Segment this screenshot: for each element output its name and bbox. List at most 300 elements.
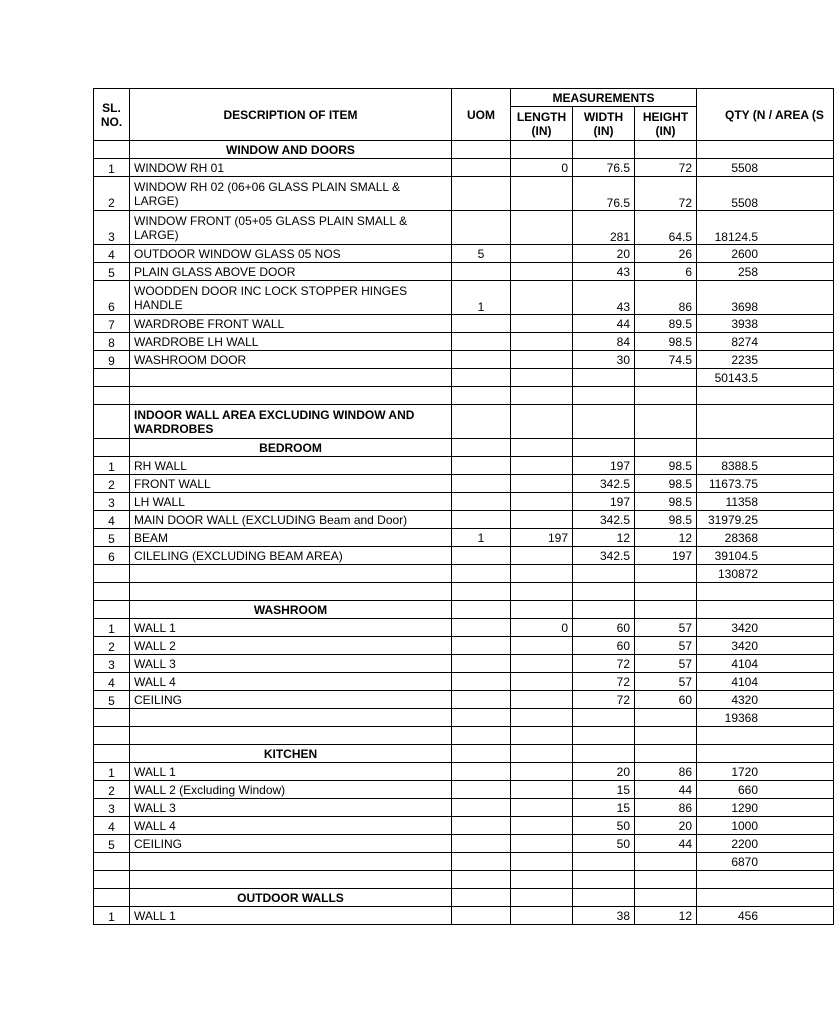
table-row: [94, 691, 834, 709]
description-cell: WALL 1: [130, 763, 452, 781]
blank-cell: [452, 405, 511, 439]
uom-cell: [452, 619, 511, 637]
width-cell: 20: [573, 245, 635, 263]
blank-cell: [94, 871, 130, 889]
section-title-row: [94, 745, 834, 763]
uom-cell: [452, 493, 511, 511]
blank-cell: [697, 439, 834, 457]
height-cell: 98.5: [635, 333, 697, 351]
description-cell: PLAIN GLASS ABOVE DOOR: [130, 263, 452, 281]
width-cell: 50: [573, 835, 635, 853]
blank-cell: [635, 405, 697, 439]
blank-cell: [130, 709, 452, 727]
uom-cell: [452, 177, 511, 211]
sl-no-cell: 3: [94, 799, 130, 817]
blank-cell: [511, 387, 573, 405]
height-cell: 26: [635, 245, 697, 263]
qty-cell: 8388.5: [697, 457, 834, 475]
uom-cell: [452, 835, 511, 853]
height-cell: 60: [635, 691, 697, 709]
blank-cell: [452, 387, 511, 405]
width-cell: 76.5: [573, 159, 635, 177]
blank-cell: [452, 439, 511, 457]
table-row: [94, 673, 834, 691]
blank-cell: [697, 387, 834, 405]
blank-cell: [452, 369, 511, 387]
length-cell: 0: [511, 619, 573, 637]
uom-cell: [452, 263, 511, 281]
description-cell: WALL 4: [130, 673, 452, 691]
table-row: [94, 475, 834, 493]
table-row: [94, 637, 834, 655]
height-cell: 44: [635, 835, 697, 853]
blank-cell: [130, 727, 452, 745]
blank-cell: [573, 871, 635, 889]
length-cell: [511, 177, 573, 211]
sl-no-cell: 1: [94, 159, 130, 177]
blank-cell: [573, 709, 635, 727]
table-row: [94, 493, 834, 511]
qty-cell: 660: [697, 781, 834, 799]
uom-cell: [452, 547, 511, 565]
uom-cell: 5: [452, 245, 511, 263]
blank-cell: [635, 709, 697, 727]
sl-no-cell: 2: [94, 781, 130, 799]
qty-cell: 3938: [697, 315, 834, 333]
blank-row: [94, 871, 834, 889]
table-row: [94, 159, 834, 177]
blank-cell: [130, 565, 452, 583]
length-cell: [511, 315, 573, 333]
header-uom: UOM: [452, 89, 511, 141]
sl-no-cell: 5: [94, 529, 130, 547]
blank-cell: [452, 745, 511, 763]
sl-no-cell: 2: [94, 637, 130, 655]
blank-cell: [635, 565, 697, 583]
width-cell: 15: [573, 799, 635, 817]
uom-cell: [452, 315, 511, 333]
blank-cell: [452, 709, 511, 727]
description-cell: LH WALL: [130, 493, 452, 511]
blank-cell: [511, 853, 573, 871]
qty-cell: 4104: [697, 673, 834, 691]
blank-cell: [573, 727, 635, 745]
blank-cell: [452, 727, 511, 745]
blank-cell: [511, 727, 573, 745]
width-cell: 50: [573, 817, 635, 835]
section-title-row: [94, 439, 834, 457]
blank-cell: [697, 601, 834, 619]
uom-cell: [452, 817, 511, 835]
width-cell: 12: [573, 529, 635, 547]
blank-cell: [94, 853, 130, 871]
blank-cell: [94, 565, 130, 583]
length-cell: [511, 511, 573, 529]
width-cell: 15: [573, 781, 635, 799]
length-cell: [511, 907, 573, 925]
uom-cell: [452, 799, 511, 817]
blank-cell: [130, 583, 452, 601]
description-cell: WARDROBE LH WALL: [130, 333, 452, 351]
uom-cell: [452, 907, 511, 925]
sl-no-cell: 3: [94, 655, 130, 673]
sl-no-cell: 2: [94, 177, 130, 211]
table-row: [94, 799, 834, 817]
total-row: [94, 709, 834, 727]
section-title: KITCHEN: [130, 745, 452, 763]
qty-cell: 8274: [697, 333, 834, 351]
length-cell: 197: [511, 529, 573, 547]
width-cell: 72: [573, 655, 635, 673]
total-cell: 19368: [697, 709, 834, 727]
description-cell: WINDOW RH 02 (06+06 GLASS PLAIN SMALL & LARGE): [130, 177, 452, 211]
length-cell: [511, 835, 573, 853]
blank-cell: [511, 141, 573, 159]
table-row: [94, 351, 834, 369]
total-row: [94, 853, 834, 871]
height-cell: 20: [635, 817, 697, 835]
blank-cell: [697, 727, 834, 745]
height-cell: 89.5: [635, 315, 697, 333]
blank-cell: [573, 853, 635, 871]
sl-no-cell: 4: [94, 245, 130, 263]
total-cell: 50143.5: [697, 369, 834, 387]
blank-cell: [511, 583, 573, 601]
sl-no-cell: 5: [94, 835, 130, 853]
table-row: [94, 763, 834, 781]
blank-row: [94, 387, 834, 405]
total-row: [94, 565, 834, 583]
description-cell: FRONT WALL: [130, 475, 452, 493]
blank-cell: [94, 727, 130, 745]
qty-cell: 11358: [697, 493, 834, 511]
table-row: [94, 281, 834, 315]
section-title-row: [94, 601, 834, 619]
length-cell: [511, 263, 573, 281]
description-cell: MAIN DOOR WALL (EXCLUDING Beam and Door): [130, 511, 452, 529]
length-cell: [511, 245, 573, 263]
blank-row: [94, 583, 834, 601]
qty-cell: 1290: [697, 799, 834, 817]
uom-cell: [452, 691, 511, 709]
blank-cell: [94, 369, 130, 387]
table-row: [94, 263, 834, 281]
table-row: [94, 245, 834, 263]
total-cell: 130872: [697, 565, 834, 583]
blank-cell: [511, 369, 573, 387]
blank-cell: [94, 439, 130, 457]
length-cell: [511, 799, 573, 817]
sl-no-cell: 2: [94, 475, 130, 493]
blank-cell: [697, 583, 834, 601]
width-cell: 43: [573, 263, 635, 281]
height-cell: 6: [635, 263, 697, 281]
sl-no-cell: 7: [94, 315, 130, 333]
blank-cell: [511, 889, 573, 907]
blank-cell: [697, 405, 834, 439]
length-cell: [511, 781, 573, 799]
qty-cell: 39104.5: [697, 547, 834, 565]
qty-cell: 5508: [697, 159, 834, 177]
uom-cell: [452, 673, 511, 691]
table-row: [94, 511, 834, 529]
sl-no-cell: 1: [94, 907, 130, 925]
uom-cell: 1: [452, 529, 511, 547]
sl-no-cell: 8: [94, 333, 130, 351]
uom-cell: [452, 333, 511, 351]
height-cell: 72: [635, 159, 697, 177]
header-height: HEIGHT (IN): [635, 107, 697, 141]
uom-cell: [452, 351, 511, 369]
height-cell: 86: [635, 763, 697, 781]
blank-cell: [130, 387, 452, 405]
blank-cell: [452, 889, 511, 907]
header-width: WIDTH (IN): [573, 107, 635, 141]
description-cell: OUTDOOR WINDOW GLASS 05 NOS: [130, 245, 452, 263]
section-title-row: [94, 141, 834, 159]
blank-cell: [573, 405, 635, 439]
blank-cell: [573, 439, 635, 457]
height-cell: 197: [635, 547, 697, 565]
blank-cell: [130, 369, 452, 387]
blank-cell: [511, 871, 573, 889]
height-cell: 98.5: [635, 511, 697, 529]
blank-cell: [452, 853, 511, 871]
section-title-row: [94, 889, 834, 907]
blank-cell: [94, 709, 130, 727]
section-title: WINDOW AND DOORS: [130, 141, 452, 159]
description-cell: WALL 2 (Excluding Window): [130, 781, 452, 799]
sl-no-cell: 6: [94, 547, 130, 565]
blank-row: [94, 727, 834, 745]
header-measurements: MEASUREMENTS: [511, 89, 697, 107]
height-cell: 86: [635, 281, 697, 315]
width-cell: 342.5: [573, 547, 635, 565]
qty-cell: 1720: [697, 763, 834, 781]
length-cell: [511, 475, 573, 493]
blank-cell: [573, 141, 635, 159]
blank-cell: [573, 601, 635, 619]
qty-cell: 456: [697, 907, 834, 925]
height-cell: 72: [635, 177, 697, 211]
estimate-table: [93, 88, 834, 925]
length-cell: [511, 333, 573, 351]
blank-cell: [573, 583, 635, 601]
description-cell: WALL 3: [130, 655, 452, 673]
qty-cell: 2600: [697, 245, 834, 263]
qty-cell: 258: [697, 263, 834, 281]
height-cell: 44: [635, 781, 697, 799]
blank-cell: [697, 141, 834, 159]
blank-cell: [452, 141, 511, 159]
section-title: INDOOR WALL AREA EXCLUDING WINDOW AND WARDROBES: [130, 405, 452, 439]
sl-no-cell: 9: [94, 351, 130, 369]
sl-no-cell: 5: [94, 263, 130, 281]
table-row: [94, 547, 834, 565]
uom-cell: [452, 637, 511, 655]
spreadsheet: [93, 88, 824, 931]
blank-cell: [94, 387, 130, 405]
uom-cell: [452, 511, 511, 529]
table-row: [94, 817, 834, 835]
table-row: [94, 457, 834, 475]
width-cell: 197: [573, 493, 635, 511]
blank-cell: [635, 601, 697, 619]
blank-cell: [635, 369, 697, 387]
blank-cell: [94, 601, 130, 619]
height-cell: 12: [635, 529, 697, 547]
total-row: [94, 369, 834, 387]
sl-no-cell: 4: [94, 817, 130, 835]
sl-no-cell: 1: [94, 457, 130, 475]
blank-cell: [511, 709, 573, 727]
width-cell: 281: [573, 211, 635, 245]
sl-no-cell: 3: [94, 211, 130, 245]
description-cell: BEAM: [130, 529, 452, 547]
width-cell: 342.5: [573, 475, 635, 493]
description-cell: WALL 2: [130, 637, 452, 655]
length-cell: [511, 211, 573, 245]
qty-cell: 28368: [697, 529, 834, 547]
blank-cell: [94, 889, 130, 907]
table-row: [94, 781, 834, 799]
section-title: OUTDOOR WALLS: [130, 889, 452, 907]
length-cell: [511, 281, 573, 315]
width-cell: 72: [573, 691, 635, 709]
table-body: [94, 141, 834, 925]
section-title: BEDROOM: [130, 439, 452, 457]
qty-cell: 18124.5: [697, 211, 834, 245]
qty-cell: 3698: [697, 281, 834, 315]
blank-cell: [697, 745, 834, 763]
table-row: [94, 619, 834, 637]
qty-cell: 31979.25: [697, 511, 834, 529]
width-cell: 342.5: [573, 511, 635, 529]
uom-cell: 1: [452, 281, 511, 315]
description-cell: WOODDEN DOOR INC LOCK STOPPER HINGES HANDLE: [130, 281, 452, 315]
qty-cell: 4104: [697, 655, 834, 673]
width-cell: 76.5: [573, 177, 635, 211]
uom-cell: [452, 211, 511, 245]
height-cell: 57: [635, 637, 697, 655]
qty-cell: 5508: [697, 177, 834, 211]
width-cell: 197: [573, 457, 635, 475]
length-cell: [511, 655, 573, 673]
blank-cell: [511, 565, 573, 583]
height-cell: 57: [635, 673, 697, 691]
height-cell: 12: [635, 907, 697, 925]
length-cell: [511, 817, 573, 835]
length-cell: [511, 637, 573, 655]
blank-cell: [635, 583, 697, 601]
length-cell: [511, 547, 573, 565]
blank-cell: [452, 565, 511, 583]
table-row: [94, 907, 834, 925]
length-cell: [511, 763, 573, 781]
sl-no-cell: 4: [94, 511, 130, 529]
blank-cell: [452, 583, 511, 601]
length-cell: [511, 351, 573, 369]
blank-cell: [94, 583, 130, 601]
length-cell: 0: [511, 159, 573, 177]
table-row: [94, 211, 834, 245]
qty-cell: 2200: [697, 835, 834, 853]
height-cell: 86: [635, 799, 697, 817]
section-title: WASHROOM: [130, 601, 452, 619]
uom-cell: [452, 781, 511, 799]
blank-cell: [635, 141, 697, 159]
description-cell: WALL 1: [130, 907, 452, 925]
table-row: [94, 835, 834, 853]
blank-cell: [511, 405, 573, 439]
blank-cell: [635, 727, 697, 745]
description-cell: CEILING: [130, 691, 452, 709]
blank-cell: [130, 871, 452, 889]
header-length: LENGTH (IN): [511, 107, 573, 141]
blank-cell: [511, 439, 573, 457]
description-cell: WALL 4: [130, 817, 452, 835]
table-row: [94, 529, 834, 547]
blank-cell: [635, 745, 697, 763]
blank-cell: [697, 871, 834, 889]
uom-cell: [452, 655, 511, 673]
qty-cell: 11673.75: [697, 475, 834, 493]
height-cell: 98.5: [635, 457, 697, 475]
description-cell: WALL 1: [130, 619, 452, 637]
description-cell: CILELING (EXCLUDING BEAM AREA): [130, 547, 452, 565]
blank-cell: [94, 745, 130, 763]
uom-cell: [452, 159, 511, 177]
width-cell: 44: [573, 315, 635, 333]
blank-cell: [573, 387, 635, 405]
width-cell: 30: [573, 351, 635, 369]
width-cell: 84: [573, 333, 635, 351]
sl-no-cell: 4: [94, 673, 130, 691]
blank-cell: [635, 439, 697, 457]
sl-no-cell: 3: [94, 493, 130, 511]
height-cell: 57: [635, 619, 697, 637]
blank-cell: [511, 745, 573, 763]
description-cell: WARDROBE FRONT WALL: [130, 315, 452, 333]
header-sl-no: SL. NO.: [94, 89, 130, 141]
description-cell: WALL 3: [130, 799, 452, 817]
description-cell: CEILING: [130, 835, 452, 853]
blank-cell: [452, 601, 511, 619]
qty-cell: 3420: [697, 637, 834, 655]
description-cell: WINDOW FRONT (05+05 GLASS PLAIN SMALL & LARGE): [130, 211, 452, 245]
table-row: [94, 333, 834, 351]
sl-no-cell: 6: [94, 281, 130, 315]
qty-cell: 3420: [697, 619, 834, 637]
header-qty: QTY (N / AREA (S: [697, 89, 834, 141]
height-cell: 74.5: [635, 351, 697, 369]
blank-cell: [573, 745, 635, 763]
length-cell: [511, 691, 573, 709]
sl-no-cell: 1: [94, 619, 130, 637]
sl-no-cell: 5: [94, 691, 130, 709]
qty-cell: 2235: [697, 351, 834, 369]
blank-cell: [573, 369, 635, 387]
blank-cell: [94, 141, 130, 159]
length-cell: [511, 493, 573, 511]
height-cell: 64.5: [635, 211, 697, 245]
uom-cell: [452, 457, 511, 475]
blank-cell: [573, 565, 635, 583]
height-cell: 98.5: [635, 493, 697, 511]
blank-cell: [130, 853, 452, 871]
height-cell: 98.5: [635, 475, 697, 493]
width-cell: 60: [573, 637, 635, 655]
